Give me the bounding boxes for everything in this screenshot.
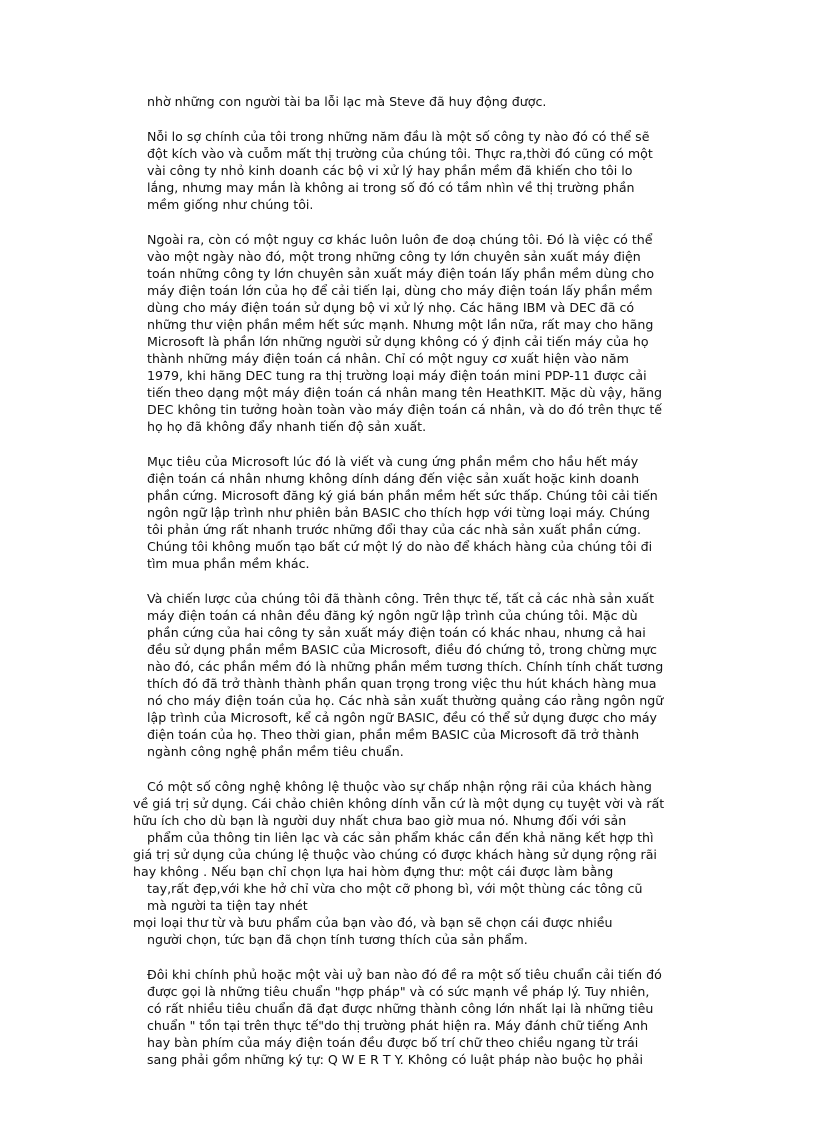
text-line: tìm mua phần mềm khác.	[147, 556, 310, 571]
text-line: Mục tiêu của Microsoft lúc đó là viết và cung ứng phần mềm cho hầu hết máy	[147, 454, 639, 469]
text-line: Ngoài ra, còn có một nguy cơ khác luôn luôn đe doạ chúng tôi. Đó là việc có thể	[147, 232, 653, 247]
text-line: máy điện toán lớn của họ để cải tiến lại, dùng cho máy điện toán lấy phần mềm	[147, 283, 653, 298]
text-line: họ họ đã không đẩy nhanh tiến độ sản xuất.	[147, 419, 427, 434]
text-line: mọi loại thư từ và bưu phẩm của bạn vào đó, và bạn sẽ chọn cái được nhiều	[133, 915, 613, 930]
text-line: ngành công nghệ phần mềm tiêu chuẩn.	[147, 744, 404, 759]
text-line: mềm giống như chúng tôi.	[147, 197, 314, 212]
text-line: hữu ích cho dù bạn là người duy nhất chưa bao giờ mua nó. Nhưng đối với sản	[133, 813, 627, 828]
text-line: thích đó đã trở thành thành phần quan trọng trong việc thu hút khách hàng mua	[147, 676, 657, 691]
text-line: nào đó, các phần mềm đó là những phần mềm tương thích. Chính tính chất tương	[147, 659, 664, 674]
text-line: người chọn, tức bạn đã chọn tính tương thích của sản phẩm.	[147, 932, 528, 947]
text-line: điện toán cá nhân nhưng không dính dáng đến việc sản xuất hoặc kinh doanh	[147, 471, 640, 486]
text-line: thành những máy điện toán cá nhân. Chỉ có một nguy cơ xuất hiện vào năm	[147, 351, 629, 366]
text-line: dùng cho máy điện toán sử dụng bộ vi xử lý nhọ. Các hãng IBM và DEC đã có	[147, 300, 635, 315]
text-line: sang phải gồm những ký tự: Q W E R T Y. Không có luật pháp nào buộc họ phải	[147, 1052, 644, 1067]
text-line: tay,rất đẹp,với khe hở chỉ vừa cho một cỡ phong bì, với một thùng các tông cũ	[147, 881, 643, 896]
text-line: Đôi khi chính phủ hoặc một vài uỷ ban nào đó đề ra một số tiêu chuẩn cải tiến đó	[147, 967, 662, 982]
text-line: phần cứng của hai công ty sản xuất máy điện toán có khác nhau, nhưng cả hai	[147, 625, 646, 640]
text-line: lập trình của Microsoft, kể cả ngôn ngữ BASIC, đều có thể sử dụng được cho máy	[147, 710, 658, 725]
text-line: phần cứng. Microsoft đăng ký giá bán phần mềm hết sức thấp. Chúng tôi cải tiến	[147, 488, 658, 503]
text-line: về giá trị sử dụng. Cái chảo chiên không dính vẫn cứ là một dụng cụ tuyệt vời và rất	[133, 796, 665, 811]
text-line: có rất nhiều tiêu chuẩn đã đạt được những thành công lớn nhất lại là những tiêu	[147, 1001, 654, 1016]
text-line: phẩm của thông tin liên lạc và các sản phẩm khác cần đến khả năng kết hợp thì	[147, 830, 654, 845]
text-line: được gọi là những tiêu chuẩn "hợp pháp" và có sức mạnh về pháp lý. Tuy nhiên,	[147, 984, 650, 999]
text-line: lắng, nhưng may mắn là không ai trong số đó có tầm nhìn về thị trường phần	[147, 180, 635, 195]
text-line: vài công ty nhỏ kinh doanh các bộ vi xử lý hay phần mềm đã khiến cho tôi lo	[147, 163, 633, 178]
text-line: máy điện toán cá nhân đều đăng ký ngôn ngữ lập trình của chúng tôi. Mặc dù	[147, 608, 638, 623]
text-line: ngôn ngữ lập trình như phiên bản BASIC cho thích hợp với từng loại máy. Chúng	[147, 505, 651, 520]
text-line: Microsoft là phần lớn những người sử dụng không có ý định cải tiến máy của họ	[147, 334, 649, 349]
text-line: giá trị sử dụng của chúng lệ thuộc vào chúng có được khách hàng sử dụng rộng rãi	[133, 847, 657, 862]
text-line: chuẩn " tồn tại trên thực tế"do thị trường phát hiện ra. Máy đánh chữ tiếng Anh	[147, 1018, 649, 1033]
text-line: vào một ngày nào đó, một trong những công ty lớn chuyên sản xuất máy điện	[147, 249, 641, 264]
text-line: nhờ những con người tài ba lỗi lạc mà Steve đã huy động được.	[147, 94, 547, 109]
text-line: mà người ta tiện tay nhét	[147, 898, 308, 913]
text-line: những thư viện phần mềm hết sức mạnh. Nhưng một lần nữa, rất may cho hãng	[147, 317, 654, 332]
text-line: Chúng tôi không muốn tạo bất cứ một lý do nào để khách hàng của chúng tôi đi	[147, 539, 653, 554]
text-line: nó cho máy điện toán của họ. Các nhà sản xuất thường quảng cáo rằng ngôn ngữ	[147, 693, 664, 708]
text-line: tôi phản ứng rất nhanh trước những đổi thay của các nhà sản xuất phần cứng.	[147, 522, 642, 537]
text-line: hay không . Nếu bạn chỉ chọn lựa hai hòm đựng thư: một cái được làm bằng	[133, 864, 614, 879]
text-line: 1979, khi hãng DEC tung ra thị trường loại máy điện toán mini PDP-11 được cải	[147, 368, 647, 383]
text-line: tiến theo dạng một máy điện toán cá nhân mang tên HeathKIT. Mặc dù vậy, hãng	[147, 385, 662, 400]
text-line: Có một số công nghệ không lệ thuộc vào sự chấp nhận rộng rãi của khách hàng	[147, 779, 652, 794]
text-line: toán những công ty lớn chuyên sản xuất máy điện toán lấy phần mềm dùng cho	[147, 266, 655, 281]
text-line: đột kích vào và cuỗm mất thị trường của chúng tôi. Thực ra,thời đó cũng có một	[147, 146, 653, 161]
text-line: Và chiến lược của chúng tôi đã thành công. Trên thực tế, tất cả các nhà sản xuất	[147, 591, 655, 606]
text-line: điện toán của họ. Theo thời gian, phần mềm BASIC của Microsoft đã trở thành	[147, 727, 640, 742]
text-line: DEC không tin tưởng hoàn toàn vào máy điện toán cá nhân, và do đó trên thực tế	[147, 402, 663, 417]
text-line: hay bàn phím của máy điện toán đều được bố trí chữ theo chiều ngang từ trái	[147, 1035, 639, 1050]
text-line: Nỗi lo sợ chính của tôi trong những năm đầu là một số công ty nào đó có thể sẽ	[147, 129, 650, 144]
text-line: đều sử dụng phần mềm BASIC của Microsoft, điều đó chứng tỏ, trong chừng mực	[147, 642, 657, 657]
